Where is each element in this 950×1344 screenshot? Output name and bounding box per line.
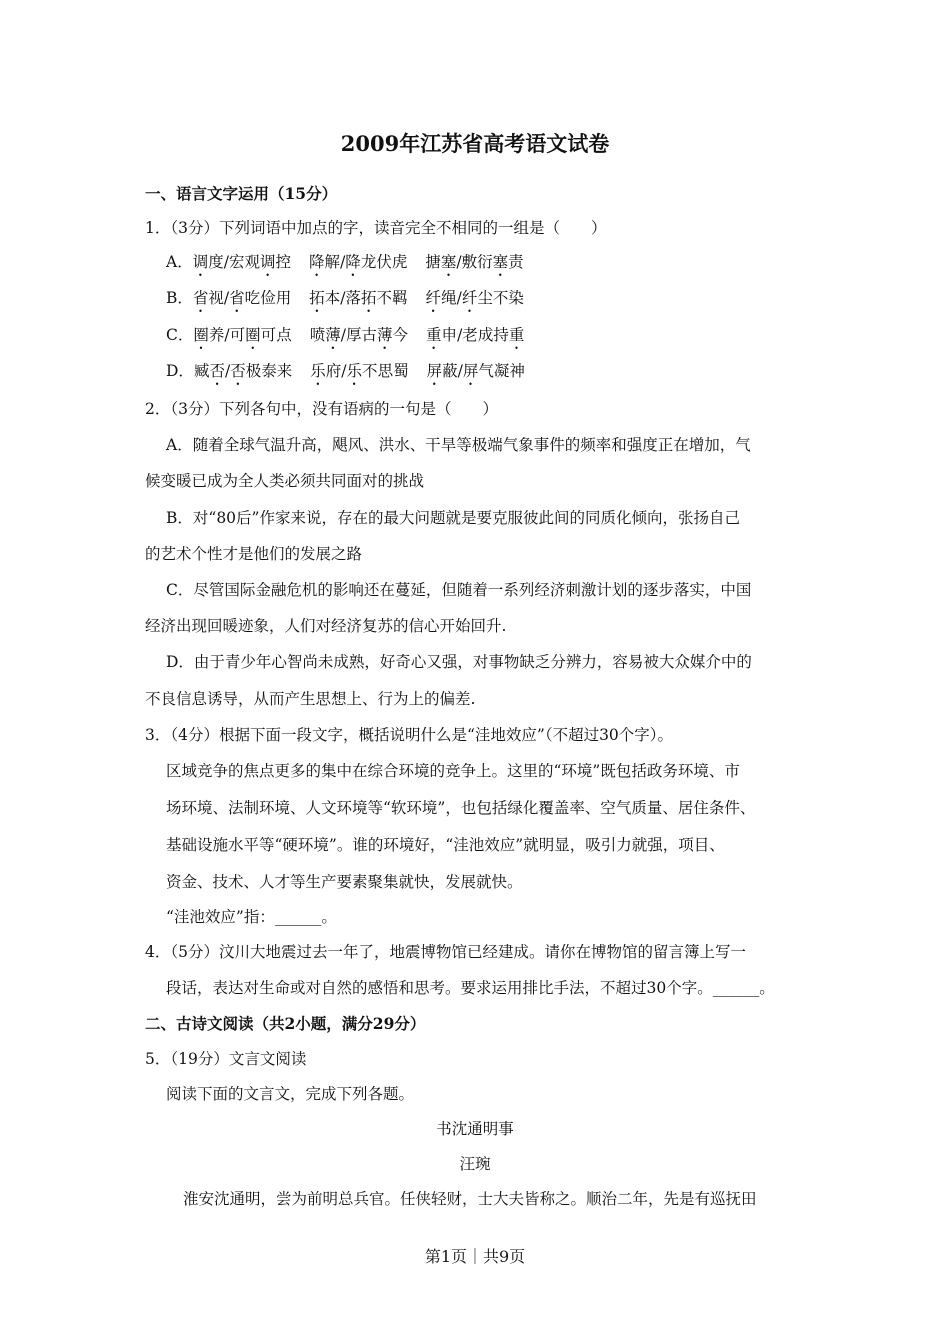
character: 成 — [477, 326, 494, 344]
passage-author: 汪琬 — [459, 1155, 491, 1173]
character: 宏 — [228, 253, 245, 271]
character: / — [224, 362, 231, 380]
character: 府 — [325, 362, 342, 380]
section-heading-1: 一、语言文字运用（15分） — [145, 184, 338, 203]
character: 解 — [324, 253, 341, 271]
character: 本 — [324, 289, 341, 307]
dotted-character: 重 — [426, 326, 442, 344]
character: 极 — [245, 362, 262, 380]
q1-option-d — [166, 360, 543, 389]
character: / — [457, 362, 463, 380]
q2-option-d-cont: 不良信息诱导，从而产生思想上、行为上的偏差. — [145, 690, 476, 708]
character: 不 — [362, 362, 378, 380]
character: / — [341, 362, 347, 380]
character: 可 — [260, 326, 277, 344]
question-4-stem-cont: 段话，表达对生命或对自然的感悟和思考。要求运用排比手法，不超过30个字。______。 — [166, 979, 775, 997]
character: 染 — [508, 289, 524, 307]
q1-option-b — [166, 287, 542, 316]
character: 衍 — [477, 253, 493, 271]
option-label: B． — [166, 289, 193, 307]
character: 气 — [478, 362, 494, 380]
character: 绳 — [441, 289, 457, 307]
dotted-character: 乐 — [346, 362, 363, 380]
character: 虎 — [391, 253, 408, 271]
dotted-character: 降 — [345, 253, 361, 271]
dotted-character: 纤 — [461, 289, 478, 307]
character: 龙 — [360, 253, 377, 271]
passage-first-line: 淮安沈通明，尝为前明总兵官。任侠轻财，士大夫皆称之。顺治二年，先是有巡抚田 — [183, 1190, 757, 1208]
word-group — [193, 326, 291, 344]
character: 厚 — [345, 326, 362, 344]
character: / — [340, 326, 346, 344]
character: 臧 — [193, 362, 210, 380]
q2-option-d: D．由于青少年心智尚未成熟，好奇心又强，对事物缺乏分辨力，容易被大众媒介中的 — [166, 653, 752, 671]
question-5-stem: 5．（19分）文言文阅读 — [145, 1050, 307, 1068]
word-group — [309, 253, 407, 271]
character: 思 — [377, 362, 394, 380]
dotted-character: 调 — [192, 253, 209, 271]
question-3-stem: 3．（4分）根据下面一段文字，概括说明什么是“洼地效应”（不超过30个字）。 — [145, 726, 674, 744]
q3-passage-line: 场环境、法制环境、人文环境等“软环境”，也包括绿化覆盖率、空气质量、居住条件、 — [166, 799, 756, 817]
character: 养 — [208, 326, 225, 344]
dotted-character: 塞 — [492, 253, 509, 271]
word-group — [193, 289, 291, 307]
character: / — [456, 289, 462, 307]
dotted-character: 调 — [260, 253, 276, 271]
option-label: D． — [166, 362, 194, 380]
question-4-stem: 4．（5分）汶川大地震过去一年了，地震博物馆已经建成。请你在博物馆的留言簿上写一 — [145, 943, 746, 961]
character: / — [223, 289, 230, 307]
character: 搪 — [425, 253, 441, 271]
character: 责 — [508, 253, 524, 271]
character: 落 — [345, 289, 361, 307]
character: 俭 — [260, 289, 276, 307]
character: 敷 — [461, 253, 478, 271]
page-footer: 第1页｜共9页 — [424, 1247, 526, 1266]
option-label: A． — [166, 253, 193, 271]
dotted-character: 拓 — [309, 289, 325, 307]
character: 喷 — [309, 326, 326, 344]
character: 老 — [462, 326, 478, 344]
dotted-character: 圈 — [193, 326, 209, 344]
dotted-character: 圈 — [245, 326, 261, 344]
dotted-character: 乐 — [310, 362, 326, 380]
q2-option-b-cont: 的艺术个性才是他们的发展之路 — [145, 545, 363, 563]
character: 用 — [275, 289, 292, 307]
character: 不 — [492, 289, 509, 307]
character: 点 — [276, 326, 292, 344]
q1-option-c — [166, 324, 542, 353]
character: 神 — [509, 362, 525, 380]
q2-option-a: A．随着全球气温升高，飓风、洪水、干旱等极端气象事件的频率和强度正在增加，气 — [166, 436, 751, 454]
character: 古 — [361, 326, 377, 344]
dotted-character: 拓 — [361, 289, 377, 307]
q3-passage-line: 基础设施水平等“硬环境”。谁的环境好，“洼池效应”就明显，吸引力就强，项目、 — [166, 836, 725, 854]
q1-option-a — [166, 251, 542, 280]
character: 羁 — [392, 289, 408, 307]
character: 控 — [275, 253, 292, 271]
document-title: 2009年江苏省高考语文试卷 — [340, 131, 610, 156]
word-group — [426, 326, 524, 344]
character: / — [457, 326, 463, 344]
section-heading-2: 二、古诗文阅读（共2小题，满分29分） — [145, 1014, 426, 1033]
dotted-character: 薄 — [325, 326, 341, 344]
character: 来 — [276, 362, 293, 380]
q2-option-c: C．尽管国际金融危机的影响还在蔓延，但随着一系列经济刺激计划的逐步落实，中国 — [166, 581, 752, 599]
dotted-character: 薄 — [377, 326, 393, 344]
dotted-character: 省 — [192, 289, 209, 307]
character: 尘 — [477, 289, 493, 307]
character: 可 — [229, 326, 246, 344]
character: 不 — [376, 289, 393, 307]
character: 蔽 — [442, 362, 458, 380]
character: 今 — [392, 326, 409, 344]
word-group — [309, 289, 407, 307]
q2-option-a-cont: 候变暖已成为全人类必须共同面对的挑战 — [145, 472, 425, 490]
character: 视 — [208, 289, 224, 307]
character: / — [224, 326, 230, 344]
dotted-character: 省 — [229, 289, 245, 307]
character: 度 — [208, 253, 224, 271]
question-1-stem: 1．（3分）下列词语中加点的字，读音完全不相同的一组是（ ） — [145, 219, 607, 237]
option-label: C． — [166, 326, 194, 344]
q3-passage-line: 资金、技术、人才等生产要素聚集就快，发展就快。 — [166, 873, 523, 891]
character: 持 — [493, 326, 509, 344]
character: 泰 — [261, 362, 277, 380]
dotted-character: 否 — [230, 362, 246, 380]
word-group — [427, 362, 525, 380]
q3-answer-blank: “洼池效应”指：______。 — [166, 908, 337, 926]
character: 伏 — [376, 253, 392, 271]
q2-option-b: B．对“80后”作家来说，存在的最大问题就是要克服彼此间的同质化倾向，张扬自己 — [166, 509, 740, 527]
word-group — [194, 362, 292, 380]
character: / — [340, 289, 346, 307]
word-group — [310, 326, 408, 344]
character: 观 — [244, 253, 260, 271]
character: 凝 — [493, 362, 510, 380]
dotted-character: 纤 — [425, 289, 442, 307]
dotted-character: 否 — [209, 362, 225, 380]
passage-title: 书沈通明事 — [436, 1120, 514, 1138]
q3-passage-line: 区域竞争的焦点更多的集中在综合环境的竞争上。这里的“环境”既包括政务环境、市 — [166, 762, 740, 780]
word-group — [310, 362, 408, 380]
q2-option-c-cont: 经济出现回暖迹象，人们对经济复苏的信心开始回升. — [145, 617, 507, 635]
character: / — [456, 253, 462, 271]
dotted-character: 塞 — [440, 253, 457, 271]
dotted-character: 降 — [309, 253, 325, 271]
word-group — [426, 289, 524, 307]
dotted-character: 屏 — [426, 362, 443, 380]
word-group — [193, 253, 291, 271]
dotted-character: 屏 — [462, 362, 479, 380]
dotted-character: 重 — [508, 326, 525, 344]
character: 吃 — [244, 289, 261, 307]
character: / — [340, 253, 346, 271]
character: 申 — [441, 326, 458, 344]
character: / — [223, 253, 229, 271]
word-group — [425, 253, 523, 271]
question-2-stem: 2．（3分）下列各句中，没有语病的一句是（ ） — [145, 400, 498, 418]
character: 蜀 — [393, 362, 409, 380]
q5-instruction: 阅读下面的文言文，完成下列各题。 — [166, 1085, 415, 1103]
